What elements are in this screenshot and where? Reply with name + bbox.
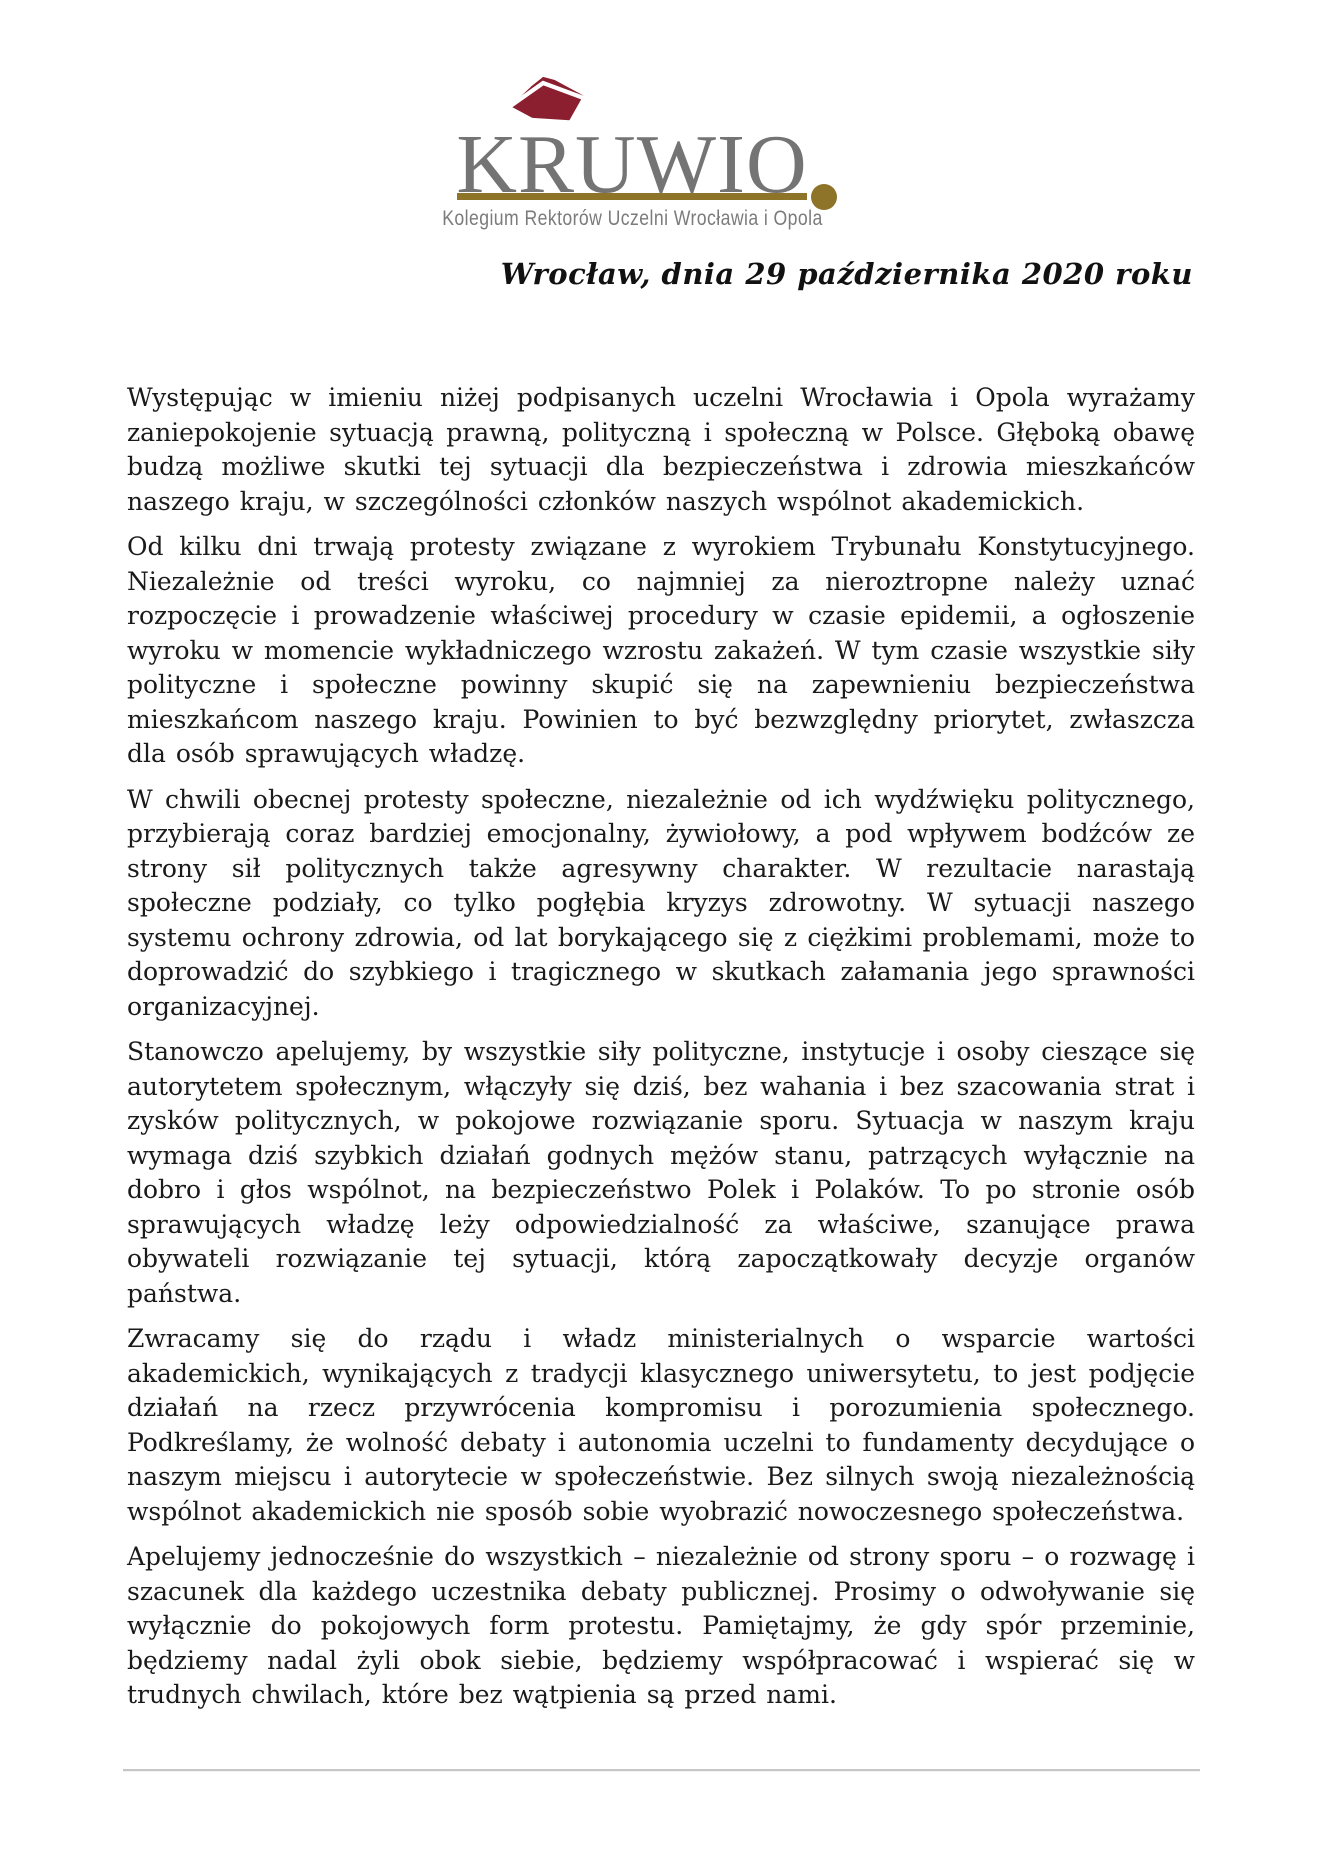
kruwio-logo: [0, 0, 1320, 231]
logo-subtitle: Kolegium Rektorów Uczelni Wrocławia i Opola: [441, 207, 823, 230]
footer-divider: [123, 1769, 1200, 1772]
letter-paragraph-3: W chwili obecnej protesty społeczne, niezależnie od ich wydźwięku politycznego, przybierają coraz bardziej emocjonalny, żywiołowy, a pod wpływem bodźców ze strony sił politycznych także agresywny charakter. W rezultacie narastają społeczne podziały, co tylko pogłębia kryzys zdrowotny. W sytuacji naszego systemu ochrony zdrowia, od lat borykającego się z ciężkimi problemami, może to doprowadzić do szybkiego i tragicznego w skutkach załamania jego sprawności organizacyjnej.: [127, 784, 1195, 1021]
letter-paragraph-1: Występując w imieniu niżej podpisanych uczelni Wrocławia i Opola wyrażamy zaniepokojenie sytuacją prawną, polityczną i społeczną w Polsce. Głęboką obawę budzą możliwe skutki tej sytuacji dla bezpieczeństwa i zdrowia mieszkańców naszego kraju, w szczególności członków naszych wspólnot akademickich.: [127, 383, 1195, 516]
letter-paragraph-4: Stanowczo apelujemy, by wszystkie siły polityczne, instytucje i osoby cieszące się autorytetem społecznym, włączyły się dziś, bez wahania i bez szacowania strat i zysków politycznych, w pokojowe rozwiązanie sporu. Sytuacja w naszym kraju wymaga dziś szybkich działań godnych mężów stanu, patrzących wyłącznie na dobro i głos wspólnot, na bezpieczeństwo Polek i Polaków. To po stronie osób sprawujących władzę leży odpowiedzialność za właściwe, szanujące prawa obywateli rozwiązanie tej sytuacji, którą zapoczątkowały decyzje organów państwa.: [127, 1037, 1195, 1308]
letter-paragraph-2: Od kilku dni trwają protesty związane z wyrokiem Trybunału Konstytucyjnego. Niezależnie od treści wyroku, co najmniej za nieroztropne należy uznać rozpoczęcie i prowadzenie właściwej procedury w czasie epidemii, a ogłoszenie wyroku w momencie wykładniczego wzrostu zakażeń. W tym czasie wszystkie siły polityczne i społeczne powinny skupić się na zapewnieniu bezpieczeństwa mieszkańcom naszego kraju. Powinien to być bezwzględny priorytet, zwłaszcza dla osób sprawujących władzę.: [127, 532, 1195, 768]
logo-acronym: KRUWIO: [456, 118, 808, 211]
letter-paragraph-6: Apelujemy jednocześnie do wszystkich – niezależnie od strony sporu – o rozwagę i szacunek dla każdego uczestnika debaty publicznej. Prosimy o odwoływanie się wyłącznie do pokojowych form protestu. Pamiętajmy, że gdy spór przeminie, będziemy nadal żyli obok siebie, będziemy współpracować i wspierać się w trudnych chwilach, które bez wątpienia są przed nami.: [127, 1542, 1195, 1709]
logo-dot-icon: [811, 184, 837, 210]
dateline: Wrocław, dnia 29 października 2020 roku: [500, 257, 1193, 291]
logo-inner: [441, 73, 823, 231]
open-book-icon: [507, 73, 587, 121]
letter-paragraph-5: Zwracamy się do rządu i władz ministerialnych o wsparcie wartości akademickich, wynikających z tradycji klasycznego uniwersytetu, to jest podjęcie działań na rzecz przywrócenia kompromisu i porozumienia społecznego. Podkreślamy, że wolność debaty i autonomia uczelni to fundamenty decydujące o naszym miejscu i autorytecie w społeczeństwie. Bez silnych swoją niezależnością wspólnot akademickich nie sposób sobie wyobrazić nowoczesnego społeczeństwa.: [127, 1324, 1195, 1526]
letter-body: [0, 381, 1320, 1713]
